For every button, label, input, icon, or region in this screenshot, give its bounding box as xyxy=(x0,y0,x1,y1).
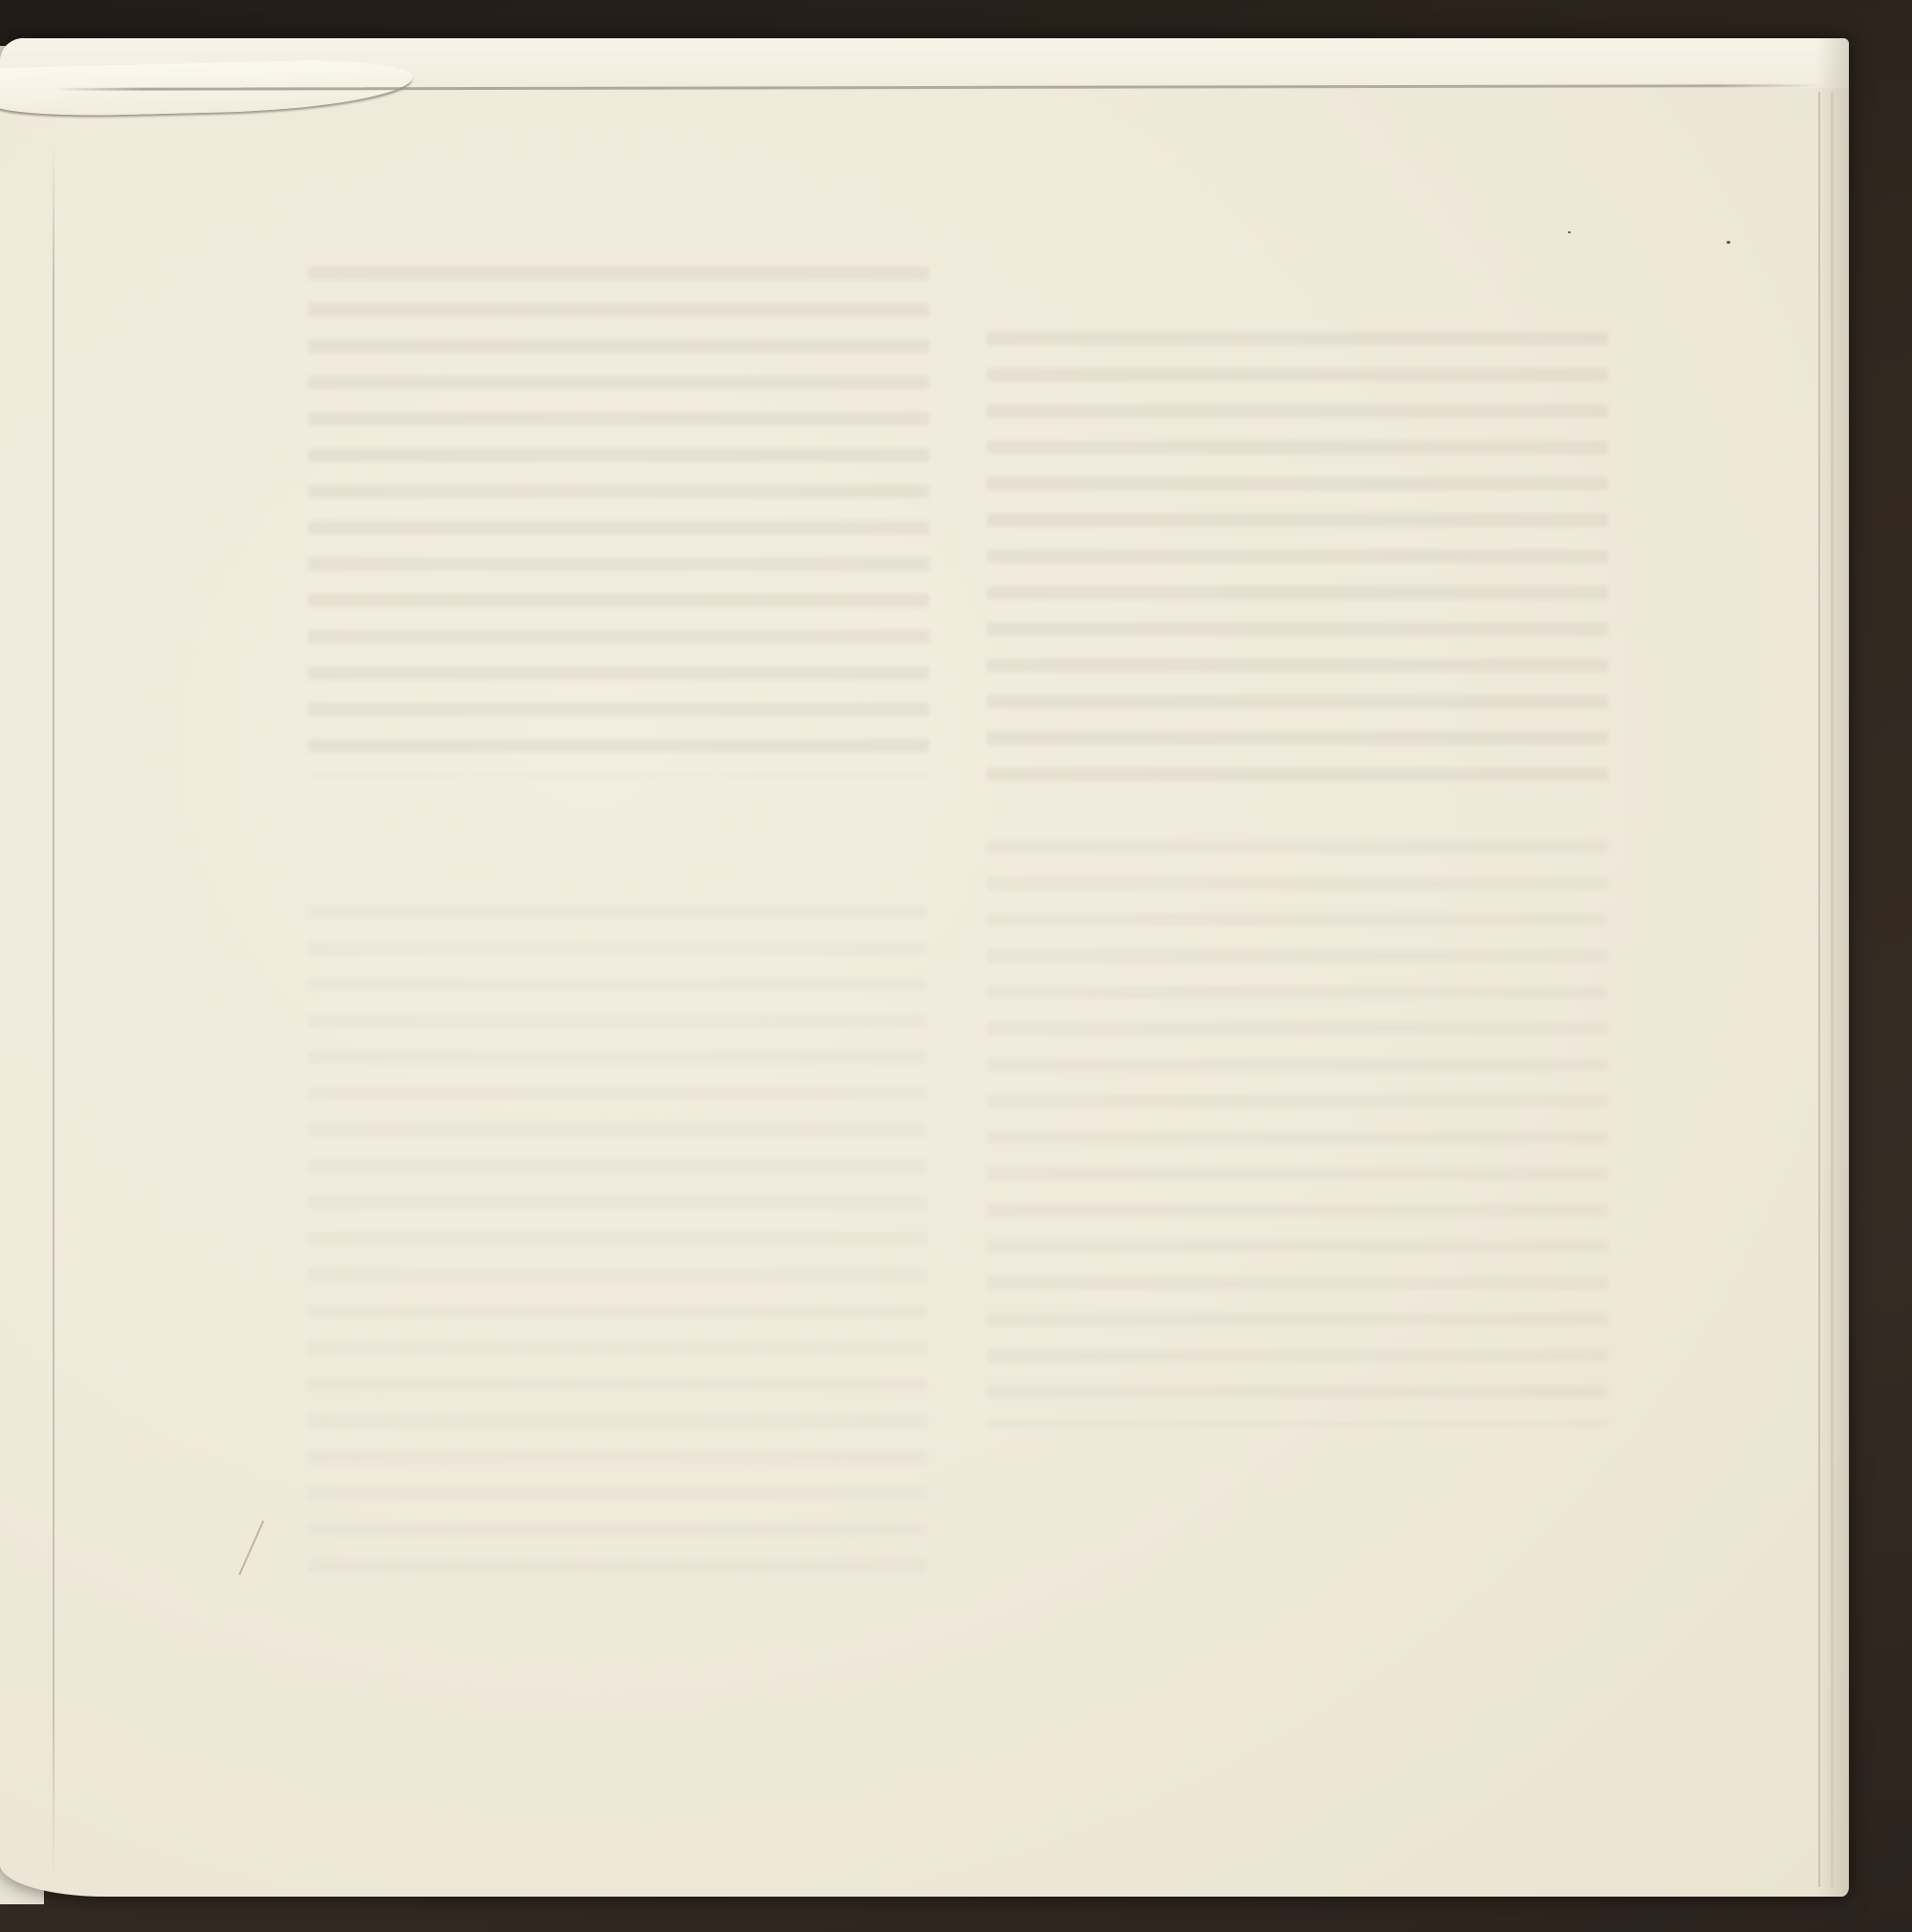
show-through-text-ghost xyxy=(987,325,1608,803)
show-through-text-ghost xyxy=(308,899,927,1587)
show-through-text-ghost xyxy=(308,260,929,776)
dust-speck xyxy=(1727,241,1730,244)
show-through-text-ghost xyxy=(987,834,1608,1426)
dust-speck xyxy=(1568,231,1571,233)
stacked-page-edge-line xyxy=(1818,92,1820,1887)
stacked-page-edge-line xyxy=(1831,92,1834,1887)
book-page xyxy=(0,38,1849,1897)
page-left-crease-line xyxy=(53,145,54,1885)
paper-scratch xyxy=(238,1520,264,1574)
